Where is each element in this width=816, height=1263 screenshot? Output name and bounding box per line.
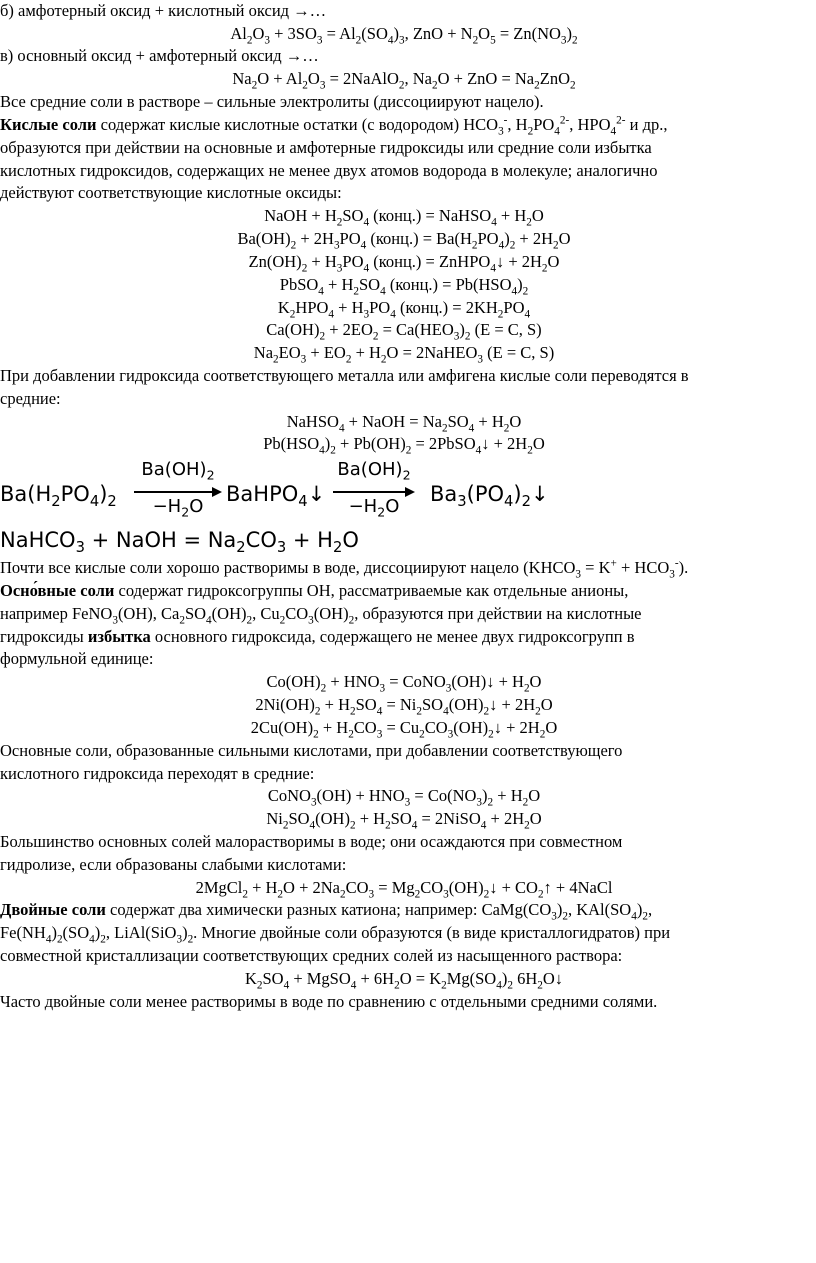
equation-line-15: $Ca(OH)_2 + 2EO_2 = Ca(HEO_3)_2$ (E = C, S) xyxy=(266,320,542,343)
scheme-nahco3-equation: NaHCO$_3$ + NaOH = $Na_2CO_3 + H_2O$ xyxy=(0,528,359,557)
equation-line-04: $Na_2O + Al_2O_3$ = 2NaAlO$_2$, $Na_2O$ + ZnO = $Na_2ZnO_2$ xyxy=(232,69,576,92)
equation-line-31: CoNO$_3$(OH) + $HNO_3 = Co(NO_3)_2 + H_2O$ xyxy=(267,786,541,809)
text-line-05: Все средние соли в растворе – сильные электролиты (диссоциируют нацело). xyxy=(0,92,544,111)
equation-line-28: $2Cu(OH)_2 + H_2CO_3$ = $Cu_2CO_3(OH)_2↓ + 2H_2O$ xyxy=(250,718,558,741)
text-line-37: $Fe(NH_4)_2(SO_4)_2$, $LiAl(SiO_3)_2$. Многие двойные соли образуются (в виде кристаллогидратов) при xyxy=(0,923,671,946)
arrow1-icon xyxy=(134,491,220,493)
equation-line-11: $Ba(OH)_2 + 2H_3PO_4$ (конц.) = $Ba(H_2PO_4)_2 + 2H_2O$ xyxy=(237,229,571,252)
text-line-23: например FeNO$_3$(OH), $Ca_2SO_4(OH)_2$, $Cu_2CO_3(OH)_2$, образуются при действии на кислотные xyxy=(0,604,642,627)
scheme-end-formula: $Ba_3(PO_4)_2↓$ xyxy=(430,482,549,511)
text-line-07: образуются при действии на основные и амфотерные гидроксиды или средние соли избытка xyxy=(0,138,652,157)
equation-line-13: PbSO$_4$ + $H_2SO_4$ (конц.) = $Pb(HSO_4)_2$ xyxy=(279,275,529,298)
text-line-30: кислотного гидроксида переходят в средние: xyxy=(0,764,315,783)
arrow2-reagent: $Ba(OH)_2$ xyxy=(337,459,411,483)
equation-line-35: 2MgCl$_2$ + $H_2O + 2Na_2CO_3$ = $Mg_2CO_3(OH)_2↓$ + $CO_2↑$ + 4NaCl xyxy=(195,878,613,901)
text-line-08: кислотных гидроксидов, содержащих не менее двух атомов водорода в молекуле; аналогично xyxy=(0,161,658,180)
scheme-middle-formula: BaHPO$_4$↓ xyxy=(226,482,326,511)
equation-line-32: $Ni_2SO_4(OH)_2 + H_2SO_4$ = 2NiSO$_4$ + $2H_2O$ xyxy=(266,809,542,832)
text-line-40: Часто двойные соли менее растворимы в воде по сравнению с отдельными средними солями. xyxy=(0,992,658,1011)
equation-line-02: $Al_2O_3 + 3SO_3 = Al_2(SO_4)_3$, ZnO + $N_2O_5 = Zn(NO_3)_2$ xyxy=(230,24,578,47)
equation-line-26: $Co(OH)_2 + HNO_3$ = CoNO$_3$(OH)↓ + $H_2O$ xyxy=(266,672,542,695)
text-line-38: совместной кристаллизации соответствующих средних солей из насыщенного раствора: xyxy=(0,946,623,965)
text-line-18: средние: xyxy=(0,389,61,408)
text-line-24: гидроксиды избытка основного гидроксида, содержащего не менее двух гидроксогрупп в xyxy=(0,627,635,646)
text-line-34: гидролизе, если образованы слабыми кислотами: xyxy=(0,855,347,874)
text-line-06: Кислые соли содержат кислые кислотные остатки (с водородом) $HCO_3^-$, $H_2PO_4^{2-}$, $HPO_4^{2-}$ и др., xyxy=(0,114,668,138)
equation-line-19: NaHSO$_4$ + NaOH = $Na_2SO_4 + H_2O$ xyxy=(286,412,522,435)
text-line-21: Почти все кислые соли хорошо растворимы в воде, диссоциируют нацело $(KHCO_3 = K^+ + HCO_3^-)$. xyxy=(0,557,689,581)
text-line-36: Двойные соли содержат два химически разных катиона; например: $CaMg(CO_3)_2$, $KAl(SO_4)_2$, xyxy=(0,900,653,923)
text-line-25: формульной единице: xyxy=(0,649,154,668)
equation-line-20: $Pb(HSO_4)_2 + Pb(OH)_2$ = 2PbSO$_4$↓ + $2H_2O$ xyxy=(263,434,545,457)
text-line-29: Основные соли, образованные сильными кислотами, при добавлении соответствующего xyxy=(0,741,623,760)
scheme-start-formula: $Ba(H_2PO_4)_2$ xyxy=(0,482,117,511)
text-line-03: в) основный оксид + амфотерный оксид →… xyxy=(0,46,319,65)
text-line-01: б) амфотерный оксид + кислотный оксид →… xyxy=(0,1,327,20)
equation-line-14: $K_2HPO_4 + H_3PO_4$ (конц.) = $2KH_2PO_4$ xyxy=(277,298,531,321)
text-line-33: Большинство основных солей малорастворимы в воде; они осаждаются при совместном xyxy=(0,832,623,851)
equation-line-16: $Na_2EO_3 + EO_2 + H_2O$ = 2NaHEO$_3$ (E = C, S) xyxy=(253,343,555,366)
equation-line-27: $2Ni(OH)_2 + H_2SO_4$ = $Ni_2SO_4(OH)_2↓ + 2H_2O$ xyxy=(255,695,553,718)
equation-line-39: $K_2SO_4$ + MgSO$_4$ + $6H_2O = K_2Mg(SO_4)_2$ $6H_2O↓$ xyxy=(244,969,564,992)
arrow1-reagent: $Ba(OH)_2$ xyxy=(141,459,215,483)
equation-line-10: NaOH + $H_2SO_4$ (конц.) = NaHSO$_4$ + $H_2O$ xyxy=(264,206,544,229)
arrow2-condition: $-H_2O$ xyxy=(348,496,400,520)
text-line-17: При добавлении гидроксида соответствующего металла или амфигена кислые соли переводятся в xyxy=(0,366,689,385)
arrow2-icon xyxy=(333,491,413,493)
text-line-22: Осно́вные соли содержат гидроксогруппы OH, рассматриваемые как отдельные анионы, xyxy=(0,581,629,600)
equation-line-12: $Zn(OH)_2 + H_3PO_4$ (конц.) = ZnHPO$_4$↓ + $2H_2O$ xyxy=(248,252,560,275)
arrow1-condition: $-H_2O$ xyxy=(152,496,204,520)
text-line-09: действуют соответствующие кислотные оксиды: xyxy=(0,183,342,202)
